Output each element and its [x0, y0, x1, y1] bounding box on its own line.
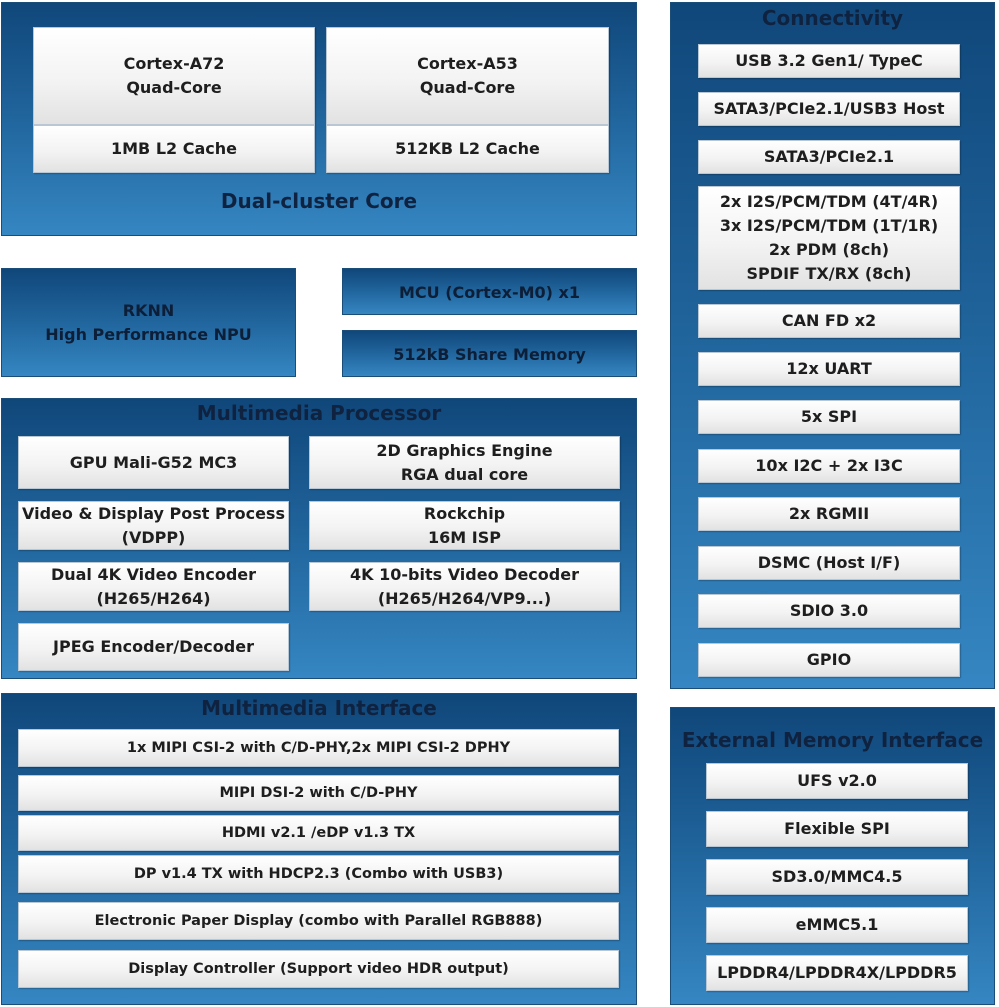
- sata-block: [698, 140, 960, 174]
- multimedia-processor-panel: [1, 398, 637, 679]
- dsmc-block: [698, 546, 960, 580]
- sata-label: SATA3/PCIe2.1: [763, 147, 895, 166]
- list-item: [18, 902, 619, 940]
- multimedia-interface-panel: [1, 693, 637, 1005]
- multimedia-interface-item-label: MIPI DSI-2 with C/D-PHY: [219, 785, 418, 801]
- multimedia-interface-title: Multimedia Interface: [201, 696, 437, 720]
- cortex-a72-cores: Quad-Core: [126, 78, 222, 97]
- spi-block: [698, 400, 960, 434]
- share-memory-panel: [342, 330, 637, 377]
- vdpp-block: [18, 501, 289, 550]
- external-memory-title: External Memory Interface: [681, 728, 984, 752]
- multimedia-processor-title: Multimedia Processor: [196, 401, 442, 425]
- cortex-a72-name: Cortex-A72: [123, 54, 225, 73]
- connectivity-title: Connectivity: [761, 6, 904, 30]
- mcu-panel: [342, 268, 637, 315]
- rga-block: [309, 436, 620, 489]
- video-decoder-line2: (H265/H264/VP9...): [377, 588, 552, 608]
- dual-cluster-core-title: Dual-cluster Core: [220, 189, 418, 213]
- gpu-block: [18, 436, 289, 489]
- list-item: [18, 729, 619, 767]
- audio-line: 2x I2S/PCM/TDM (4T/4R): [719, 192, 939, 211]
- list-item: [706, 955, 968, 991]
- isp-line1: Rockchip: [423, 503, 506, 523]
- rgmii-block: [698, 497, 960, 531]
- connectivity-panel: [670, 2, 995, 689]
- external-memory-panel: [670, 707, 995, 1005]
- usb-label: USB 3.2 Gen1/ TypeC: [735, 51, 923, 70]
- sdio-label: SDIO 3.0: [789, 601, 869, 620]
- sata-usb-label: SATA3/PCIe2.1/USB3 Host: [713, 99, 945, 118]
- audio-block: [698, 186, 960, 290]
- can-label: CAN FD x2: [781, 311, 877, 330]
- list-item: [18, 855, 619, 893]
- video-encoder-line1: Dual 4K Video Encoder: [50, 564, 257, 584]
- sdio-block: [698, 594, 960, 628]
- i2c-label: 10x I2C + 2x I3C: [755, 456, 903, 475]
- multimedia-interface-item-label: 1x MIPI CSI-2 with C/D-PHY,2x MIPI CSI-2 DPHY: [126, 740, 511, 756]
- jpeg-codec-label: JPEG Encoder/Decoder: [53, 637, 254, 656]
- share-memory-label: 512kB Share Memory: [393, 345, 586, 364]
- rgmii-label: 2x RGMII: [788, 504, 870, 523]
- can-block: [698, 304, 960, 338]
- list-item: [706, 811, 968, 847]
- audio-line: 2x PDM (8ch): [768, 240, 890, 259]
- external-memory-item-label: LPDDR4/LPDDR4X/LPDDR5: [717, 963, 957, 982]
- list-item: [706, 859, 968, 895]
- sata-usb-block: [698, 92, 960, 126]
- isp-block: [309, 501, 620, 550]
- multimedia-interface-item-label: DP v1.4 TX with HDCP2.3 (Combo with USB3): [133, 866, 504, 882]
- list-item: [18, 950, 619, 988]
- dual-cluster-core-panel: [1, 2, 637, 236]
- gpio-label: GPIO: [806, 650, 852, 669]
- cortex-a72-block: [33, 27, 315, 125]
- audio-line: SPDIF TX/RX (8ch): [746, 264, 912, 283]
- cortex-a72-cache: [33, 125, 315, 173]
- cortex-a53-cores: Quad-Core: [419, 78, 516, 97]
- npu-title: RKNN: [122, 301, 175, 320]
- usb-block: [698, 44, 960, 78]
- cortex-a53-cache-label: 512KB L2 Cache: [395, 139, 540, 158]
- list-item: [706, 763, 968, 799]
- video-encoder-block: [18, 562, 289, 611]
- rga-line2: RGA dual core: [400, 464, 529, 484]
- cortex-a53-name: Cortex-A53: [417, 54, 518, 73]
- cortex-a53-block: [326, 27, 609, 125]
- external-memory-item-label: eMMC5.1: [795, 915, 879, 934]
- isp-line2: 16M ISP: [428, 527, 501, 547]
- i2c-block: [698, 449, 960, 483]
- vdpp-line1: Video & Display Post Process: [22, 503, 285, 523]
- jpeg-codec-block: [18, 623, 289, 671]
- mcu-label: MCU (Cortex-M0) x1: [398, 283, 580, 302]
- list-item: [706, 907, 968, 943]
- multimedia-interface-item-label: HDMI v2.1 /eDP v1.3 TX: [221, 825, 416, 841]
- cortex-a53-cache: [326, 125, 609, 173]
- audio-line: 3x I2S/PCM/TDM (1T/1R): [719, 216, 939, 235]
- dsmc-label: DSMC (Host I/F): [757, 553, 901, 572]
- gpu-label: GPU Mali-G52 MC3: [69, 452, 238, 472]
- video-encoder-line2: (H265/H264): [96, 588, 211, 608]
- external-memory-item-label: SD3.0/MMC4.5: [771, 867, 903, 886]
- external-memory-item-label: Flexible SPI: [784, 819, 890, 838]
- list-item: [18, 775, 619, 811]
- npu-panel: [1, 268, 296, 377]
- external-memory-item-label: UFS v2.0: [797, 771, 877, 790]
- gpio-block: [698, 643, 960, 677]
- uart-block: [698, 352, 960, 386]
- vdpp-line2: (VDPP): [121, 527, 186, 547]
- video-decoder-line1: 4K 10-bits Video Decoder: [350, 564, 579, 584]
- npu-subtitle: High Performance NPU: [45, 325, 252, 344]
- multimedia-interface-item-label: Display Controller (Support video HDR output): [128, 961, 509, 977]
- multimedia-interface-item-label: Electronic Paper Display (combo with Parallel RGB888): [94, 913, 543, 929]
- list-item: [18, 815, 619, 851]
- uart-label: 12x UART: [786, 359, 872, 378]
- cortex-a72-cache-label: 1MB L2 Cache: [111, 139, 237, 158]
- video-decoder-block: [309, 562, 620, 611]
- rga-line1: 2D Graphics Engine: [376, 440, 553, 460]
- spi-label: 5x SPI: [800, 407, 858, 426]
